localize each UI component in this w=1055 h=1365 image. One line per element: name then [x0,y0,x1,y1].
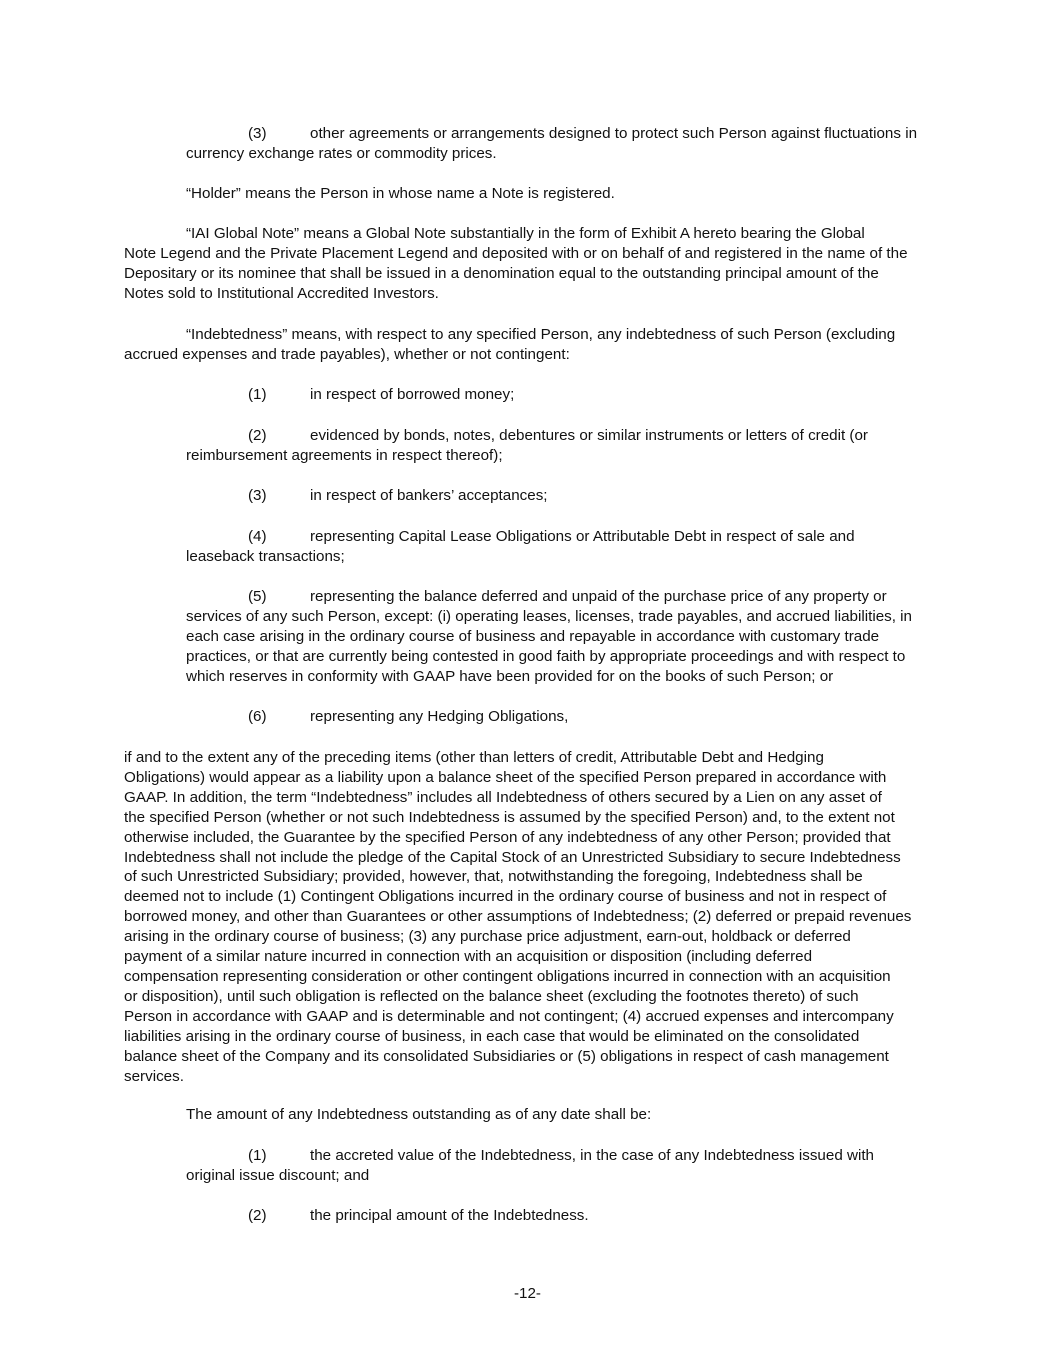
list-item: (4) representing Capital Lease Obligations or Attributable Debt in respect of sale and leaseback transactions; [186,528,855,565]
amount-intro: The amount of any Indebtedness outstanding as of any date shall be: [186,1106,652,1123]
item-number: (2) [248,427,267,444]
list-item: (6) representing any Hedging Obligations, [248,708,569,725]
page-number: -12- [513,1285,541,1302]
list-item: (1) in respect of borrowed money; [248,386,515,403]
indebtedness-qualification-paragraph: if and to the extent any of the preceding items (other than letters of credit, Attributable Debt and Hedging Obligations) would appear as a liability upon a balance sheet of the specified Person prepared in accordance with GAAP. In addition, the term “Indebtedness” includes all Indebtedness of others secured by a Lien on any asset of the specified Person (whether or not such Indebtedness is assumed by the specified Person) and, to the extent not otherwise included, the Guarantee by the specified Person of any indebtedness of any other Person; provided that Indebtedness shall not include the pledge of the Capital Stock of an Unrestricted Subsidiary to secure Indebtedness of such Unrestricted Subsidiary; provided, however, that, notwithstanding the foregoing, Indebtedness shall be deemed not to include (1) Contingent Obligations incurred in the ordinary course of business and not in respect of borrowed money, and other than Guarantees or other assumptions of Indebtedness; (2) deferred or prepaid revenues arising in the ordinary course of business; (3) any purchase price adjustment, earn-out, holdback or deferred payment of a similar nature incurred in connection with an acquisition or disposition (including deferred compensation representing consideration or other contingent obligations incurred in connection with an acquisition or disposition), until such obligation is reflected on the balance sheet (excluding the footnotes thereto) of such Person in accordance with GAAP and is determinable and not contingent; (4) accrued expenses and intercompany liabilities arising in the ordinary course of business, in each case that would be eliminated on the consolidated balance sheet of the Company and its consolidated Subsidiaries or (5) obligations in respect of cash management services. [124,749,912,1085]
indebtedness-definition: “Indebtedness” means, with respect to any specified Person, any indebtedness of such Person (excluding accrued expenses and trade payables), whether or not contingent: [124,326,896,363]
item-number: (3) [248,487,267,504]
item-number: (5) [248,588,267,605]
item-number: (2) [248,1207,267,1224]
list-item: (3) in respect of bankers’ acceptances; [248,487,548,504]
item-number: (6) [248,708,267,725]
item-number: (1) [248,1147,267,1164]
item-number: (3) [248,125,267,142]
holder-definition: “Holder” means the Person in whose name a Note is registered. [186,185,615,202]
list-item: (2) the principal amount of the Indebtedness. [248,1207,589,1224]
item-number: (1) [248,386,267,403]
item-number: (4) [248,528,267,545]
iai-global-note-definition: “IAI Global Note” means a Global Note substantially in the form of Exhibit A hereto bearing the Global Note Legend and the Private Placement Legend and deposited with or on behalf of and registered in the name of the Depositary or its nominee that shall be issued in a denomination equal to the outstanding principal amount of the Notes sold to Institutional Accredited Investors. [124,225,908,302]
currency-hedge-item: (3) other agreements or arrangements designed to protect such Person against fluctuations in currency exchange rates or commodity prices. [186,125,918,162]
list-item: (1) the accreted value of the Indebtedness, in the case of any Indebtedness issued with original issue discount; and [186,1147,874,1184]
list-item: (2) evidenced by bonds, notes, debentures or similar instruments or letters of credit (or reimbursement agreements in respect thereof); [186,427,868,464]
list-item: (5) representing the balance deferred and unpaid of the purchase price of any property or services of any such Person, except: (i) operating leases, licenses, trade payables, and accrued liabilities, in each case arising in the ordinary course of business and repayable in accordance with customary trade practices, or that are currently being contested in good faith by appropriate proceedings and with respect to which reserves in conformity with GAAP have been provided for on the books of such Person; or [186,588,913,685]
